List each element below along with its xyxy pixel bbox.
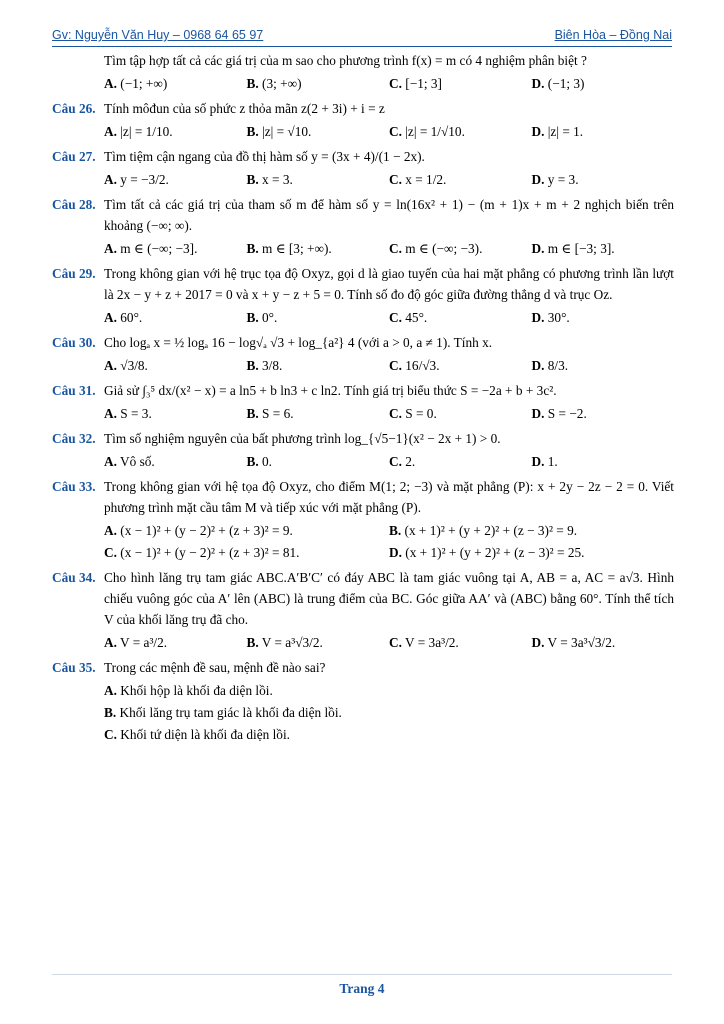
option-c: C. 16/√3.: [389, 358, 440, 373]
option-a: A. Khối hộp là khối đa diện lồi.: [104, 683, 273, 698]
question-35: [52, 657, 674, 746]
question-number: Câu 26.: [52, 101, 96, 116]
option-c: C. [−1; 3]: [389, 76, 442, 91]
question-number: Câu 27.: [52, 149, 96, 164]
question-stem: Trong các mệnh đề sau, mệnh đề nào sai?: [104, 660, 326, 675]
option-d: D. (x + 1)² + (y + 2)² + (z − 3)² = 25.: [389, 545, 585, 560]
option-a: A. V = a³/2.: [104, 635, 168, 650]
option-b: B. (3; +∞): [246, 76, 302, 91]
option-a: A. S = 3.: [104, 406, 152, 421]
question-stem: Cho logₐ x = ½ logₐ 16 − log√ₐ √3 + log_{a²} 4 (với a > 0, a ≠ 1). Tính x.: [104, 335, 493, 350]
page-number: Trang 4: [339, 981, 385, 996]
question-31: [52, 380, 674, 425]
option-a: A. m ∈ (−∞; −3].: [104, 241, 198, 256]
option-a: A. 60°.: [104, 310, 143, 325]
question-32: [52, 428, 674, 473]
option-c: C. 2.: [389, 454, 416, 469]
option-d: D. V = 3a³√3/2.: [531, 635, 616, 650]
option-b: B. (x + 1)² + (y + 2)² + (z − 3)² = 9.: [389, 523, 578, 538]
option-d: D. 30°.: [531, 310, 570, 325]
question-28: [52, 194, 674, 260]
option-c: C. m ∈ (−∞; −3).: [389, 241, 483, 256]
question-stem: Tìm số nghiệm nguyên của bất phương trình log_{√5−1}(x² − 2x + 1) > 0.: [104, 431, 501, 446]
option-a: A. Vô số.: [104, 454, 155, 469]
question-list: [52, 50, 674, 749]
question-number: Câu 33.: [52, 479, 96, 494]
option-b: B. |z| = √10.: [246, 124, 312, 139]
option-c: C. (x − 1)² + (y − 2)² + (z + 3)² = 81.: [104, 545, 300, 560]
option-b: B. x = 3.: [246, 172, 293, 187]
question-27: [52, 146, 674, 191]
option-a: A. (x − 1)² + (y − 2)² + (z + 3)² = 9.: [104, 523, 293, 538]
header-location: Biên Hòa – Đồng Nai: [554, 28, 672, 42]
option-d: D. m ∈ [−3; 3].: [531, 241, 615, 256]
question-number: Câu 28.: [52, 197, 96, 212]
question-29: [52, 263, 674, 329]
option-c: C. 45°.: [389, 310, 428, 325]
option-d: D. S = −2.: [531, 406, 587, 421]
option-a: A. (−1; +∞): [104, 76, 168, 91]
option-c: C. S = 0.: [389, 406, 437, 421]
option-a: A. √3/8.: [104, 358, 148, 373]
question-stem: Tìm tập hợp tất cả các giá trị của m sao cho phương trình f(x) = m có 4 nghiệm phân biệt ?: [104, 53, 587, 68]
header-teacher: Gv: Nguyễn Văn Huy – 0968 64 65 97: [52, 28, 264, 42]
question-number: Câu 31.: [52, 383, 96, 398]
question-number: Câu 35.: [52, 660, 96, 675]
question-stem: Cho hình lăng trụ tam giác ABC.A′B′C′ có đáy ABC là tam giác vuông tại A, AB = a, AC = a√3. Hình chiếu vuông góc của A′ lên (ABC) là trung điểm của BC. Góc giữa AA′ và (ABC) bằng 60°. Tính thể tích V của khối lăng trụ đã cho.: [104, 570, 674, 627]
question-stem: Tìm tiệm cận ngang của đồ thị hàm số y = (3x + 4)/(1 − 2x).: [104, 149, 425, 164]
option-d: D. 8/3.: [531, 358, 569, 373]
question-25-cont: [52, 50, 674, 95]
option-d: D. 1.: [531, 454, 558, 469]
question-33: [52, 476, 674, 564]
question-number: Câu 29.: [52, 266, 96, 281]
option-c: C. V = 3a³/2.: [389, 635, 459, 650]
question-stem: Trong không gian với hệ tọa độ Oxyz, cho điểm M(1; 2; −3) và mặt phẳng (P): x + 2y − 2z − 2 = 0. Viết phương trình mặt cầu tâm M và tiếp xúc với mặt phẳng (P).: [104, 479, 674, 515]
question-stem: Trong không gian với hệ trục tọa độ Oxyz, gọi d là giao tuyến của hai mặt phẳng có phương trình lần lượt là 2x − y + z + 2017 = 0 và x + y − z + 5 = 0. Tính số đo độ góc giữa đường thẳng d và trục Oz.: [104, 266, 674, 302]
question-stem: Tính môđun của số phức z thỏa mãn z(2 + 3i) + i = z: [104, 101, 385, 116]
question-stem: Tìm tất cả các giá trị của tham số m để hàm số y = ln(16x² + 1) − (m + 1)x + m + 2 nghịch biến trên khoảng (−∞; ∞).: [104, 197, 674, 233]
option-d: D. |z| = 1.: [531, 124, 584, 139]
option-a: A. y = −3/2.: [104, 172, 169, 187]
page-header: [52, 28, 672, 47]
question-30: [52, 332, 674, 377]
option-b: B. 0.: [246, 454, 273, 469]
question-stem: Giả sử ∫₃⁵ dx/(x² − x) = a ln5 + b ln3 + c ln2. Tính giá trị biểu thức S = −2a + b + 3c².: [104, 383, 557, 398]
option-b: B. 3/8.: [246, 358, 283, 373]
question-34: [52, 567, 674, 654]
option-d: D. y = 3.: [531, 172, 579, 187]
page-footer: [52, 974, 672, 997]
option-d: D. (−1; 3): [531, 76, 585, 91]
option-b: B. V = a³√3/2.: [246, 635, 323, 650]
option-c: C. x = 1/2.: [389, 172, 447, 187]
question-number: Câu 30.: [52, 335, 96, 350]
option-c: C. |z| = 1/√10.: [389, 124, 465, 139]
option-b: B. S = 6.: [246, 406, 294, 421]
question-26: [52, 98, 674, 143]
option-b: B. Khối lăng trụ tam giác là khối đa diện lồi.: [104, 705, 342, 720]
question-number: Câu 34.: [52, 570, 96, 585]
option-c: C. Khối tứ diện là khối đa diện lồi.: [104, 727, 290, 742]
option-b: B. 0°.: [246, 310, 278, 325]
option-a: A. |z| = 1/10.: [104, 124, 173, 139]
question-number: Câu 32.: [52, 431, 96, 446]
option-b: B. m ∈ [3; +∞).: [246, 241, 332, 256]
